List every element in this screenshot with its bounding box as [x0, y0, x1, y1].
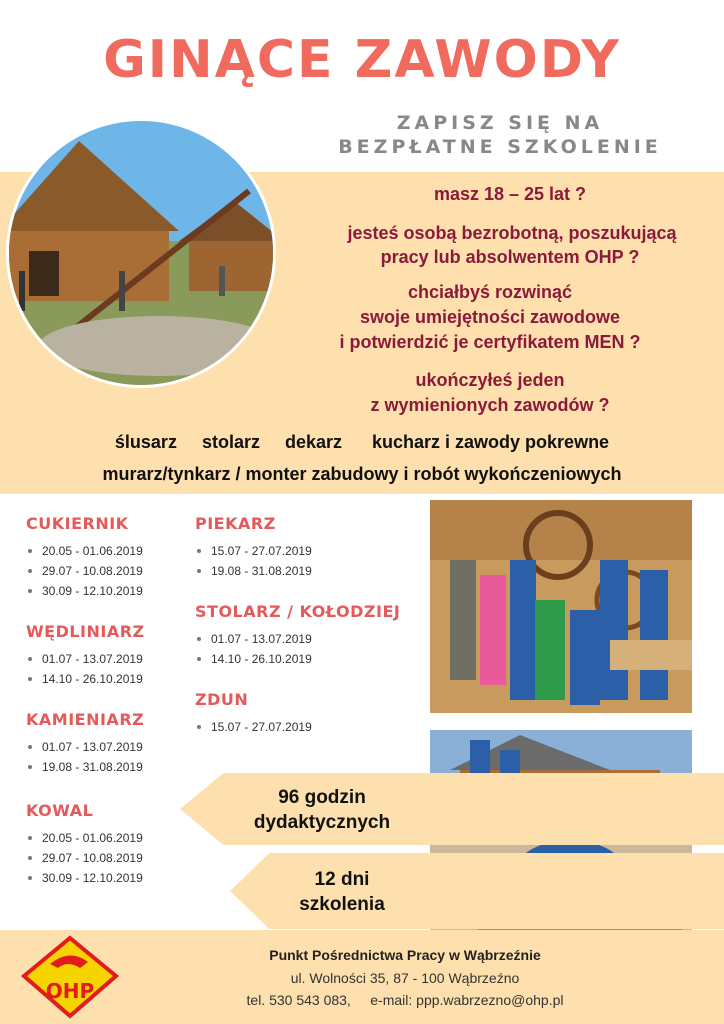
course-wedliniarz	[26, 622, 196, 689]
course-title: PIEKARZ	[195, 514, 276, 533]
page-title: GINĄCE ZAWODY	[103, 30, 621, 90]
question-trade-line-2: z wymienionych zawodów ?	[370, 395, 610, 415]
course-title: KOWAL	[26, 801, 94, 820]
course-date: 15.07 - 27.07.2019	[195, 717, 395, 737]
course-date: 30.09 - 12.10.2019	[26, 581, 196, 601]
question-unemployed-line-2: pracy lub absolwentem OHP ?	[380, 247, 640, 267]
course-stolarz-kolodziej	[195, 602, 425, 669]
course-date: 30.09 - 12.10.2019	[26, 868, 196, 888]
question-unemployed-line-1: jesteś osobą bezrobotną, poszukującą	[347, 223, 677, 243]
course-kowal	[26, 801, 196, 888]
question-skills-line-2: swoje umiejętności zawodowe	[359, 307, 621, 327]
course-kamieniarz	[26, 710, 196, 777]
ohp-logo-text: OHP	[45, 979, 95, 1003]
course-date: 01.07 - 13.07.2019	[26, 737, 196, 757]
course-zdun	[195, 690, 395, 737]
hours-line-1: 96 godzin	[278, 787, 366, 808]
course-cukiernik	[26, 514, 196, 601]
course-title: WĘDLINIARZ	[26, 622, 145, 641]
trades-line-1: ślusarz stolarz dekarz kucharz i zawody pokrewne	[114, 432, 610, 452]
course-title: CUKIERNIK	[26, 514, 129, 533]
trades-line-2: murarz/tynkarz / monter zabudowy i robót wykończeniowych	[102, 464, 622, 484]
course-date: 29.07 - 10.08.2019	[26, 848, 196, 868]
footer-contact: tel. 530 543 083, e-mail: ppp.wabrzezno@ohp.pl	[246, 992, 564, 1008]
question-age: masz 18 – 25 lat ?	[433, 184, 587, 204]
course-date: 19.08 - 31.08.2019	[195, 561, 395, 581]
footer-org: Punkt Pośrednictwa Pracy w Wąbrzeźnie	[269, 947, 541, 963]
days-line-2: szkolenia	[299, 894, 385, 915]
footer-address: ul. Wolności 35, 87 - 100 Wąbrzeźno	[290, 970, 520, 986]
course-title: ZDUN	[195, 690, 249, 709]
days-line-1: 12 dni	[314, 869, 370, 890]
course-date: 15.07 - 27.07.2019	[195, 541, 395, 561]
wooden-houses-illustration	[9, 121, 273, 385]
question-skills-line-1: chciałbyś rozwinąć	[407, 282, 573, 302]
hours-text	[222, 785, 422, 835]
course-title: KAMIENIARZ	[26, 710, 145, 729]
question-trade-line-1: ukończyłeś jeden	[415, 370, 565, 390]
course-date: 01.07 - 13.07.2019	[26, 649, 196, 669]
ohp-logo-icon	[20, 934, 120, 1019]
course-date: 29.07 - 10.08.2019	[26, 561, 196, 581]
course-piekarz	[195, 514, 395, 581]
workshop-group-illustration	[430, 500, 692, 713]
course-date: 19.08 - 31.08.2019	[26, 757, 196, 777]
course-date: 14.10 - 26.10.2019	[26, 669, 196, 689]
course-date: 01.07 - 13.07.2019	[195, 629, 425, 649]
days-text	[262, 867, 422, 917]
workshop-group-photo	[430, 500, 692, 713]
course-date: 20.05 - 01.06.2019	[26, 828, 196, 848]
course-title: STOLARZ / KOŁODZIEJ	[195, 602, 401, 621]
course-date: 20.05 - 01.06.2019	[26, 541, 196, 561]
subtitle-line-2: BEZPŁATNE SZKOLENIE	[338, 136, 662, 158]
wooden-houses-photo	[6, 118, 276, 388]
hours-line-2: dydaktycznych	[253, 812, 391, 833]
ohp-logo	[20, 934, 120, 1019]
course-date: 14.10 - 26.10.2019	[195, 649, 425, 669]
subtitle-line-1: ZAPISZ SIĘ NA	[396, 112, 604, 134]
question-skills-line-3: i potwierdzić je certyfikatem MEN ?	[339, 332, 641, 352]
